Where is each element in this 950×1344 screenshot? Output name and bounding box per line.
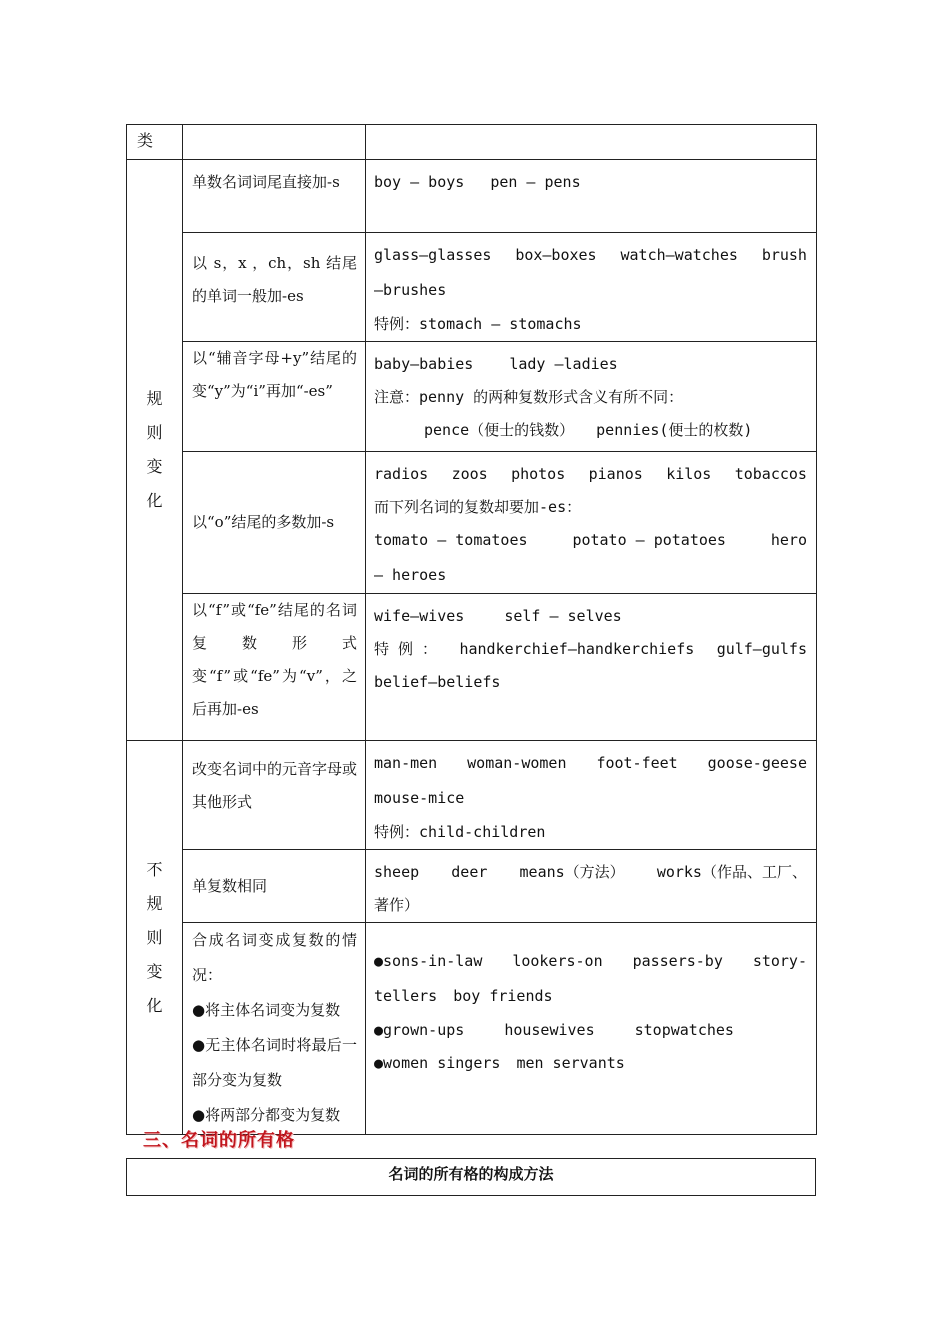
section-title: 三、名词的所有格 <box>143 1130 295 1151</box>
category-regular: 规则变化 <box>127 160 183 741</box>
empty-header-cell <box>183 125 366 160</box>
rule-cell: 以“o”结尾的多数加-s <box>183 452 366 594</box>
example-cell: sheep deer means（方法） works（作品、工厂、 著作） <box>366 850 817 923</box>
table-row <box>127 923 817 1135</box>
rule-cell: 以 s，x ，ch，sh 结尾的单词一般加-es <box>183 233 366 342</box>
table-row <box>127 342 817 452</box>
table-row <box>127 594 817 741</box>
example-cell: glass—glasses box—boxes watch—watches brush —brushes 特例：stomach — stomachs <box>366 233 817 342</box>
example-cell: man-men woman-women foot-feet goose-geese mouse-mice 特例：child-children <box>366 741 817 850</box>
rule-cell: 以“辅音字母+y”结尾的变“y”为“i”再加“-es” <box>183 342 366 452</box>
plural-rules-table <box>126 124 817 1135</box>
rule-cell: 以“f”或“fe”结尾的名词复数形式变“f”或“fe”为“v”，之后再加-es <box>183 594 366 741</box>
table-row <box>127 850 817 923</box>
example-cell: radios zoos photos pianos kilos tobaccos 而下列名词的复数却要加-es： tomato — tomatoes potato — potatoes hero — heroes <box>366 452 817 594</box>
table-row <box>127 452 817 594</box>
possessive-table-header: 名词的所有格的构成方法 <box>126 1158 816 1196</box>
example-cell: baby—babies lady —ladies 注意：penny 的两种复数形式含义有所不同： pence（便士的钱数） pennies(便士的枚数) <box>366 342 817 452</box>
category-irregular: 不规则变化 <box>127 741 183 1135</box>
rule-cell: 单数名词词尾直接加-s <box>183 160 366 233</box>
rule-cell: 合成名词变成复数的情况： ●将主体名词变为复数 ●无主体名词时将最后一部分变为复数 ●将两部分都变为复数 <box>183 923 366 1135</box>
category-header-cell: 类 <box>127 125 183 160</box>
rule-cell: 单复数相同 <box>183 850 366 923</box>
table-header-row <box>127 125 817 160</box>
rule-cell: 改变名词中的元音字母或其他形式 <box>183 741 366 850</box>
table-row <box>127 233 817 342</box>
example-cell: boy — boys pen — pens <box>366 160 817 233</box>
table-row <box>127 160 817 233</box>
empty-header-cell <box>366 125 817 160</box>
example-cell: ●sons-in-law lookers-on passers-by story- tellers boy friends ●grown-ups housewives stopwatches ●women singers men servants <box>366 923 817 1135</box>
example-cell: wife—wives self — selves 特 例 ： handkerchief—handkerchiefs gulf—gulfs belief—beliefs <box>366 594 817 741</box>
table-row <box>127 741 817 850</box>
